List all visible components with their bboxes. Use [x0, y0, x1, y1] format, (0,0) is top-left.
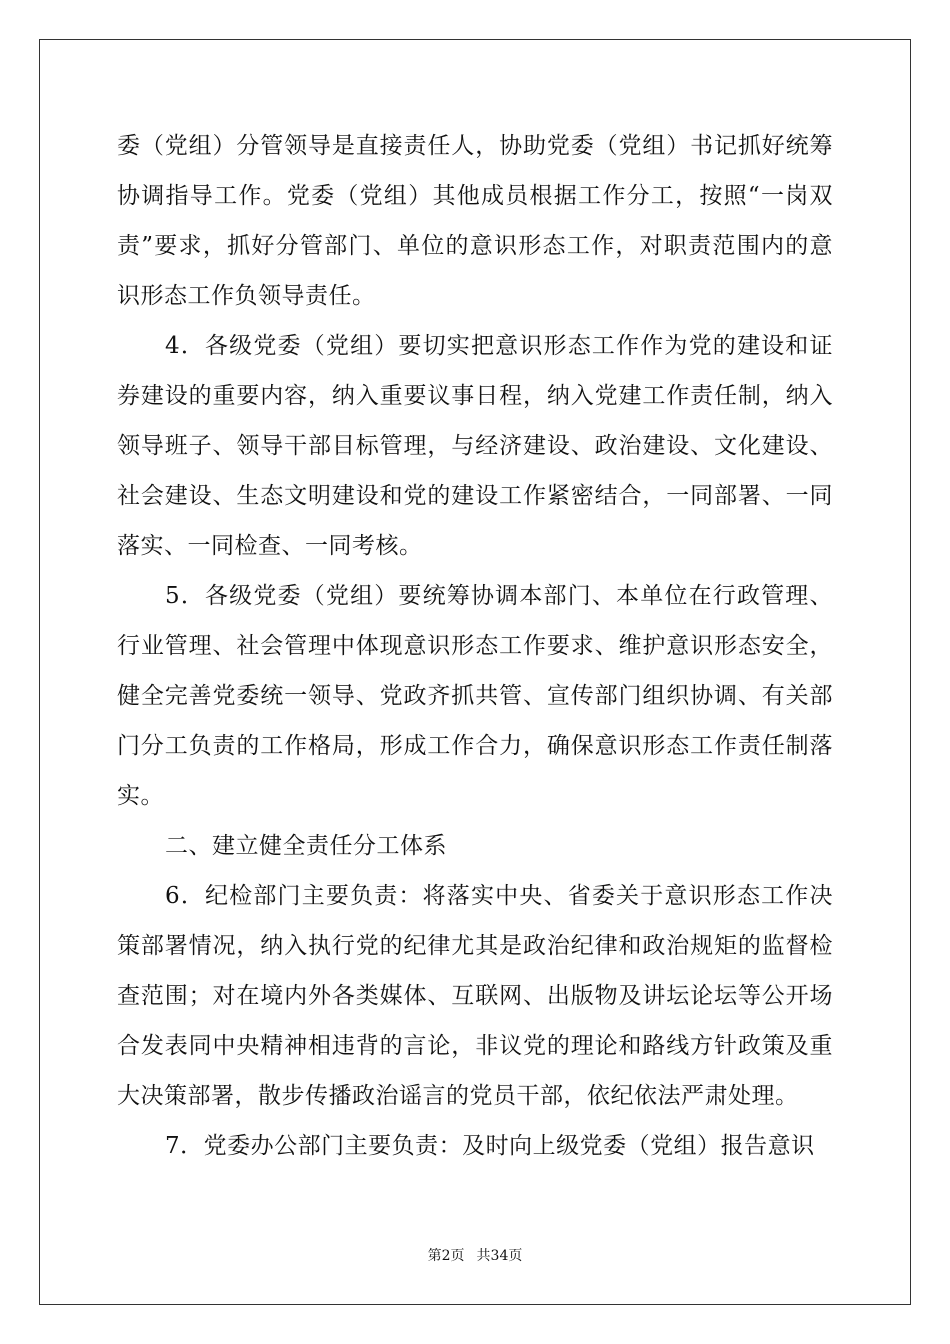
- paragraph-6: 7．党委办公部门主要负责：及时向上级党委（党组）报告意识: [165, 1133, 815, 1159]
- page-footer: [0, 1245, 950, 1265]
- paragraph-2: 4．各级党委（党组）要切实把意识形态工作作为党的建设和证券建设的重要内容，纳入重要议事日程，纳入党建工作责任制，纳入领导班子、领导干部目标管理，与经济建设、政治建设、文化建设、社会建设、生态文明建设和党的建设工作紧密结合，一同部署、一同落实、一同检查、一同考核。: [117, 333, 833, 559]
- document-body: [117, 121, 833, 1171]
- paragraph-1: 委（党组）分管领导是直接责任人，协助党委（党组）书记抓好统筹协调指导工作。党委（党组）其他成员根据工作分工，按照“一岗双责”要求，抓好分管部门、单位的意识形态工作，对职责范围内的意识形态工作负领导责任。: [117, 133, 833, 309]
- paragraph-5: 6．纪检部门主要负责：将落实中央、省委关于意识形态工作决策部署情况，纳入执行党的纪律尤其是政治纪律和政治规矩的监督检查范围；对在境内外各类媒体、互联网、出版物及讲坛论坛等公开场合发表同中央精神相违背的言论，非议党的理论和路线方针政策及重大决策部署，散步传播政治谣言的党员干部，依纪依法严肃处理。: [117, 883, 833, 1109]
- page-number: 第2页: [427, 1248, 465, 1264]
- section-heading: 二、建立健全责任分工体系: [165, 833, 447, 859]
- page-total: 共34页: [476, 1248, 523, 1264]
- paragraph-3: 5．各级党委（党组）要统筹协调本部门、本单位在行政管理、行业管理、社会管理中体现意识形态工作要求、维护意识形态安全，健全完善党委统一领导、党政齐抓共管、宣传部门组织协调、有关部门分工负责的工作格局，形成工作合力，确保意识形态工作责任制落实。: [117, 583, 833, 809]
